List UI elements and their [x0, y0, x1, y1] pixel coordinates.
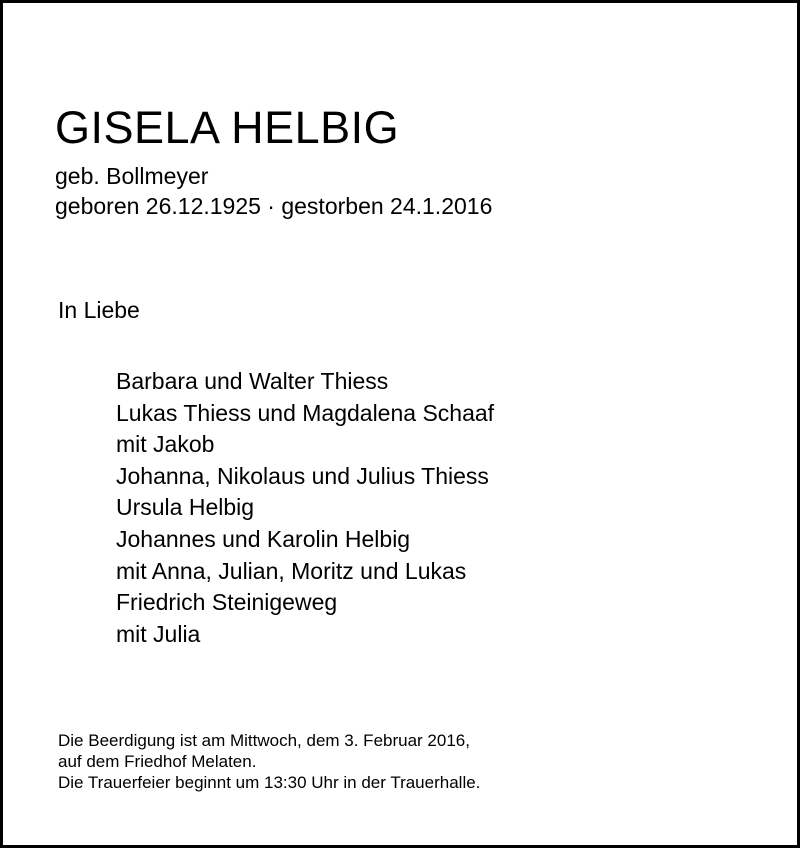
- mourner-line: mit Julia: [116, 620, 201, 647]
- mourner-line: mit Jakob: [116, 431, 215, 458]
- mourner-line: Johannes und Karolin Helbig: [116, 525, 411, 552]
- funeral-line: Die Beerdigung ist am Mittwoch, dem 3. Februar 2016,: [58, 731, 470, 750]
- funeral-line: Die Trauerfeier beginnt um 13:30 Uhr in der Trauerhalle.: [58, 773, 481, 792]
- funeral-line: auf dem Friedhof Melaten.: [58, 752, 257, 771]
- mourner-line: Lukas Thiess und Magdalena Schaaf: [116, 399, 495, 426]
- maiden-name: geb. Bollmeyer: [55, 163, 209, 189]
- greeting: In Liebe: [58, 297, 140, 323]
- mourner-line: Friedrich Steinigeweg: [116, 589, 338, 616]
- mourners-list: [116, 366, 494, 650]
- funeral-info: [58, 730, 480, 793]
- mourner-line: Ursula Helbig: [116, 494, 255, 521]
- life-dates: geboren 26.12.1925 · gestorben 24.1.2016: [55, 193, 493, 219]
- deceased-name: GISELA HELBIG: [55, 102, 400, 153]
- mourner-line: mit Anna, Julian, Moritz und Lukas: [116, 557, 467, 584]
- mourner-line: Barbara und Walter Thiess: [116, 368, 389, 394]
- mourner-line: Johanna, Nikolaus und Julius Thiess: [116, 462, 489, 489]
